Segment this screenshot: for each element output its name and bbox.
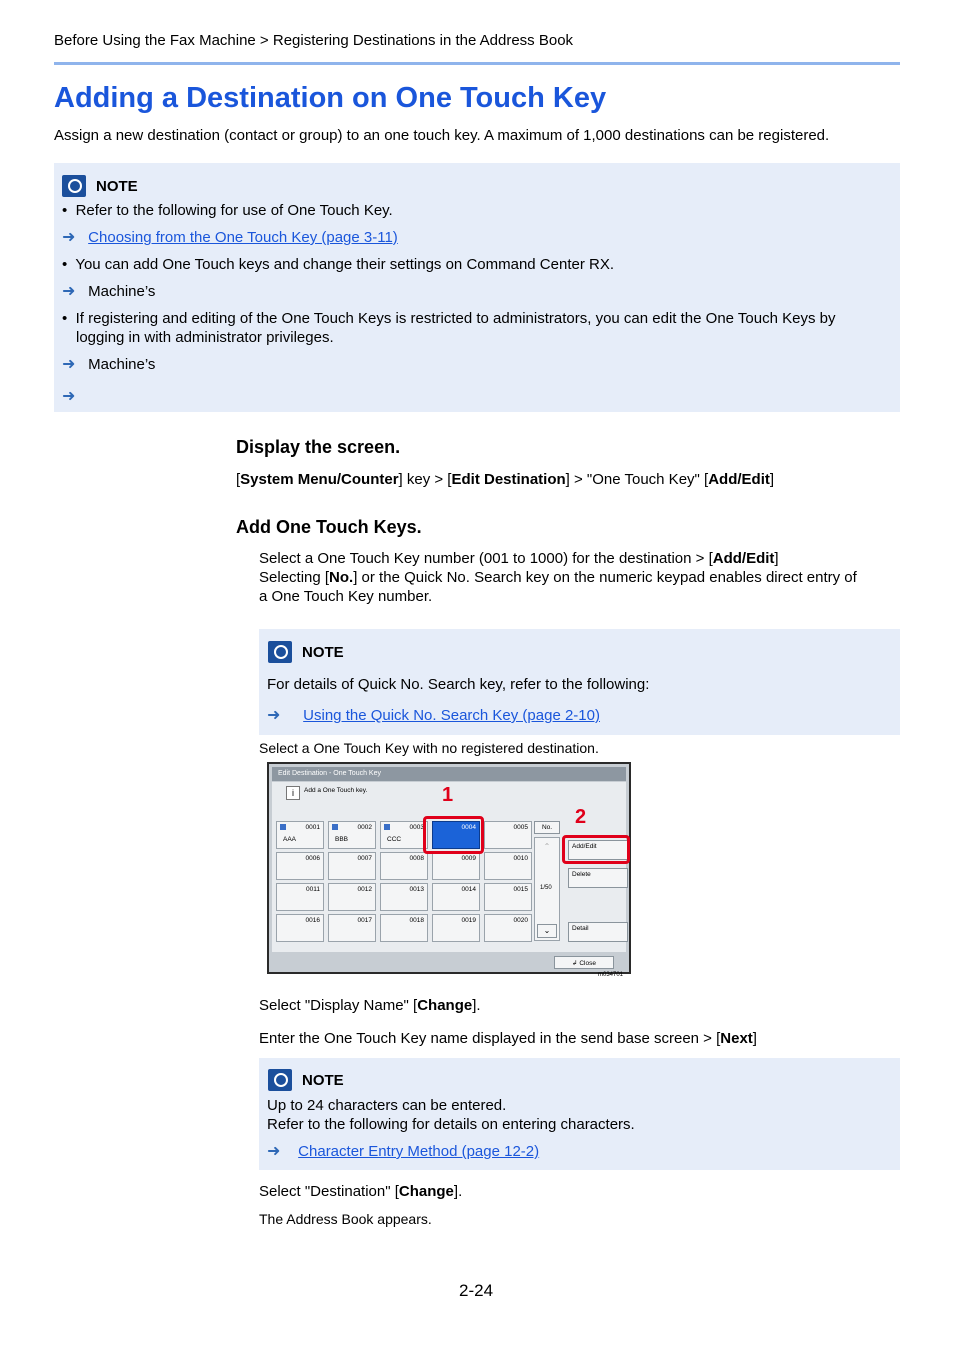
- contact-icon: [280, 824, 286, 830]
- page-indicator: 1/50: [540, 885, 552, 891]
- one-touch-key-0011[interactable]: [276, 883, 324, 911]
- key-number: 0016: [305, 917, 320, 924]
- key-number: 0013: [409, 886, 424, 893]
- key-number: 0011: [306, 886, 320, 893]
- key-number: 0006: [305, 855, 320, 862]
- one-touch-key-0010[interactable]: [484, 852, 532, 880]
- note-link-row: [62, 228, 398, 247]
- one-touch-key-0007[interactable]: [328, 852, 376, 880]
- step2-heading: Add One Touch Keys.: [236, 517, 422, 537]
- note-icon: [62, 175, 86, 197]
- close-icon: ↲: [572, 960, 580, 967]
- page-title: Adding a Destination on One Touch Key: [54, 82, 607, 114]
- scroll-down-icon[interactable]: ⌄: [537, 924, 557, 938]
- note-header: [268, 641, 344, 663]
- key-number: 0009: [461, 855, 476, 862]
- arrow-right-icon: ➜: [62, 356, 76, 373]
- step1-path: [System Menu/Counter] key > [Edit Destination] > "One Touch Key" [Add/Edit]: [236, 471, 775, 488]
- note-label: NOTE: [302, 643, 344, 661]
- one-touch-key-0006[interactable]: [276, 852, 324, 880]
- step2-text: Select a One Touch Key number (001 to 1000) for the destination > [Add/Edit] Selecting [No.] or the Quick No. Search key on the numeric keypad enables direct entry of a One Touch Key number.: [259, 550, 857, 605]
- one-touch-key-0008[interactable]: [380, 852, 428, 880]
- caption-select-key: Select a One Touch Key with no registered destination.: [259, 740, 599, 756]
- arrow-right-icon: ➜: [267, 707, 281, 724]
- note-bullet: • Refer to the following for use of One Touch Key.: [62, 202, 393, 219]
- one-touch-key-0020[interactable]: [484, 914, 532, 942]
- key-number: 0015: [513, 886, 528, 893]
- note-bullet: • You can add One Touch keys and change their settings on Command Center RX.: [62, 256, 614, 273]
- one-touch-key-0017[interactable]: [328, 914, 376, 942]
- key-number: 0010: [513, 855, 528, 862]
- one-touch-key-0016[interactable]: [276, 914, 324, 942]
- contact-icon: [332, 824, 338, 830]
- note-ref-row: ➜ Machine’s: [62, 283, 156, 300]
- note-bullet: • If registering and editing of the One Touch Keys is restricted to administrators, you can edit the One Touch Keys by: [62, 310, 836, 327]
- key-number: 0020: [513, 917, 528, 924]
- key-name: AAA: [283, 836, 297, 843]
- device-screenshot: [267, 762, 631, 974]
- detail-button[interactable]: Detail: [568, 922, 628, 942]
- key-number: 0005: [513, 824, 528, 831]
- step1-heading: Display the screen.: [236, 437, 401, 457]
- note-text: For details of Quick No. Search key, refer to the following:: [267, 676, 650, 693]
- arrow-right-icon: ➜: [62, 229, 76, 246]
- key-number: 0012: [357, 886, 372, 893]
- no-button[interactable]: No.: [534, 821, 560, 834]
- key-number: 0017: [357, 917, 372, 924]
- one-touch-key-0019[interactable]: [432, 914, 480, 942]
- one-touch-key-0009[interactable]: [432, 852, 480, 880]
- note-label: NOTE: [96, 177, 138, 195]
- note-box-3: [259, 1058, 900, 1170]
- key-number: 0007: [357, 855, 372, 862]
- note-box-2: [259, 629, 900, 735]
- step5-text: Select "Destination" [Change].: [259, 1183, 463, 1200]
- info-icon: i: [286, 786, 300, 800]
- intro-text: Assign a new destination (contact or group) to an one touch key. A maximum of 1,000 destinations can be registered.: [54, 127, 830, 144]
- page-number: 2-24: [459, 1281, 494, 1300]
- note-header: [62, 175, 138, 197]
- key-name: CCC: [387, 836, 402, 843]
- screen-instruction: Add a One Touch key.: [304, 787, 368, 794]
- note-icon: [268, 1069, 292, 1091]
- contact-icon: [384, 824, 390, 830]
- header-divider: [54, 62, 900, 65]
- note-text: Refer to the following for details on entering characters.: [267, 1116, 635, 1133]
- arrow-right-icon: ➜: [267, 1143, 281, 1160]
- screen-body: [272, 782, 626, 952]
- one-touch-key-0012[interactable]: [328, 883, 376, 911]
- step4-text: Enter the One Touch Key name displayed in the send base screen > [Next]: [259, 1030, 757, 1047]
- key-number: 0003: [409, 824, 424, 831]
- note-ref-row: ➜ Machine’s: [62, 356, 156, 373]
- note-icon: [268, 641, 292, 663]
- highlight-key-0004: [423, 816, 484, 854]
- figure-id: m034701: [598, 972, 624, 978]
- scroll-up-icon[interactable]: ⌃: [543, 842, 551, 851]
- key-name: BBB: [335, 836, 349, 843]
- callout-1: 1: [442, 784, 454, 806]
- link-character-entry[interactable]: Character Entry Method (page 12-2): [298, 1143, 540, 1160]
- highlight-add-edit: [562, 835, 630, 864]
- caption-address-book: The Address Book appears.: [259, 1211, 432, 1227]
- add-edit-button[interactable]: Add/Edit: [568, 840, 628, 860]
- link-choosing-one-touch-key[interactable]: Choosing from the One Touch Key (page 3-11): [88, 229, 398, 246]
- arrow-right-icon: ➜: [62, 388, 76, 405]
- one-touch-key-0001[interactable]: [276, 821, 324, 849]
- one-touch-key-0018[interactable]: [380, 914, 428, 942]
- note-text: Up to 24 characters can be entered.: [267, 1097, 507, 1114]
- note-link-row: [267, 1142, 539, 1161]
- key-number: 0004: [461, 824, 476, 831]
- one-touch-key-0005[interactable]: [484, 821, 532, 849]
- delete-button[interactable]: Delete: [568, 868, 628, 888]
- one-touch-key-0002[interactable]: [328, 821, 376, 849]
- page-scroller[interactable]: [534, 837, 560, 941]
- key-number: 0018: [409, 917, 424, 924]
- key-number: 0014: [461, 886, 476, 893]
- note-link-row: [267, 706, 600, 725]
- arrow-right-icon: ➜: [62, 283, 76, 300]
- note-box-1: [54, 163, 900, 412]
- key-number: 0008: [409, 855, 424, 862]
- one-touch-key-0003[interactable]: [380, 821, 428, 849]
- note-label: NOTE: [302, 1071, 344, 1089]
- one-touch-key-0014[interactable]: [432, 883, 480, 911]
- link-quick-no-search[interactable]: Using the Quick No. Search Key (page 2-10): [303, 707, 600, 724]
- screen-titlebar: Edit Destination - One Touch Key: [272, 767, 626, 781]
- one-touch-key-0013[interactable]: [380, 883, 428, 911]
- step3-text: Select "Display Name" [Change].: [259, 997, 481, 1014]
- key-number: 0001: [305, 824, 320, 831]
- note-ref-row: [62, 387, 84, 406]
- note-header: [268, 1069, 344, 1091]
- one-touch-key-0015[interactable]: [484, 883, 532, 911]
- note-bullet-cont: logging in with administrator privileges.: [76, 329, 334, 346]
- key-number: 0019: [461, 917, 476, 924]
- callout-2: 2: [575, 806, 587, 828]
- breadcrumb: Before Using the Fax Machine > Registering Destinations in the Address Book: [54, 32, 574, 49]
- key-number: 0002: [357, 824, 372, 831]
- close-button[interactable]: ↲ Close: [554, 956, 614, 969]
